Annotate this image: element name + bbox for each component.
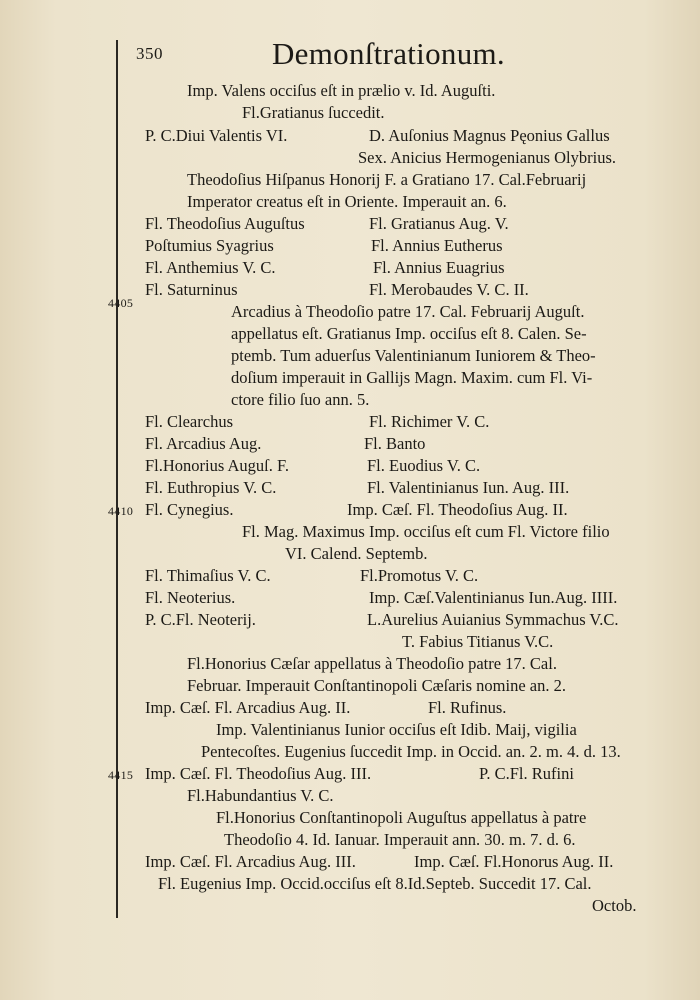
text-line: Fl. Mag. Maximus Imp. occiſus eſt cum Fl. Victore filio <box>242 522 610 541</box>
margin-rule <box>116 40 118 918</box>
text-line: Fl.Gratianus ſuccedit. <box>242 103 385 122</box>
margin-number: 4415 <box>108 768 134 782</box>
text-line: P. C.Fl. Rufini <box>479 764 574 783</box>
text-line: Fl. Annius Eutherus <box>371 236 503 255</box>
text-line: Fl. Merobaudes V. C. II. <box>369 280 529 299</box>
text-line: Imp. Cæſ. Fl. Theodoſius Aug. III. <box>145 764 372 783</box>
text-line: Fl. Banto <box>364 434 426 453</box>
text-line: doſium imperauit in Gallijs Magn. Maxim. cum Fl. Vi- <box>231 368 593 387</box>
text-line: Fl. Arcadius Aug. <box>145 434 262 453</box>
text-line: Theodoſius Hiſpanus Honorij F. a Gratiano 17. Cal.Februarij <box>187 170 587 189</box>
text-line: Fl. Theodoſius Auguſtus <box>145 214 305 233</box>
text-line: Imp. Valens occiſus eſt in prælio v. Id. Auguſti. <box>187 81 496 100</box>
text-line: Imp. Cæſ. Fl. Arcadius Aug. III. <box>145 852 356 871</box>
margin-number: 4405 <box>108 296 134 310</box>
page-number: 350 <box>136 44 163 63</box>
text-line: Pentecoſtes. Eugenius ſuccedit Imp. in Occid. an. 2. m. 4. d. 13. <box>201 742 621 761</box>
text-line: Fl. Valentinianus Iun. Aug. III. <box>367 478 570 497</box>
text-line: Fl. Saturninus <box>145 280 238 299</box>
text-line: Poſtumius Syagrius <box>145 236 274 255</box>
text-line: D. Auſonius Magnus Pęonius Gallus <box>369 126 610 145</box>
text-line: Fl. Euthropius V. C. <box>145 478 277 497</box>
running-head: Demonſtrationum. <box>272 36 505 71</box>
text-line: Fl.Habundantius V. C. <box>187 786 334 805</box>
text-line: Imp. Cæſ. Fl. Theodoſius Aug. II. <box>347 500 568 519</box>
text-line: Fl. Annius Euagrius <box>373 258 505 277</box>
margin-number: 4410 <box>108 504 134 518</box>
text-line: Fl. Euodius V. C. <box>367 456 481 475</box>
text-line: Fl.Honorius Conſtantinopoli Auguſtus appellatus à patre <box>216 808 587 827</box>
text-line: Fl. Anthemius V. C. <box>145 258 276 277</box>
text-line: Fl. Thimaſius V. C. <box>145 566 271 585</box>
text-line: Fl. Neoterius. <box>145 588 236 607</box>
text-line: Imp. Cæſ. Fl.Honorus Aug. II. <box>414 852 614 871</box>
text-line: appellatus eſt. Gratianus Imp. occiſus eſt 8. Calen. Se- <box>231 324 587 343</box>
text-line: Februar. Imperauit Conſtantinopoli Cæſaris nomine an. 2. <box>187 676 566 695</box>
text-line: Fl. Cynegius. <box>145 500 234 519</box>
text-line: ptemb. Tum aduerſus Valentinianum Iuniorem & Theo- <box>231 346 596 365</box>
text-line: Imperator creatus eſt in Oriente. Imperauit an. 6. <box>187 192 507 211</box>
text-line: Fl.Honorius Auguſ. F. <box>145 456 289 475</box>
text-line: Fl. Clearchus <box>145 412 233 431</box>
text-line: P. C.Diui Valentis VI. <box>145 126 288 145</box>
text-line: Octob. <box>592 896 637 915</box>
text-line: Fl. Gratianus Aug. V. <box>369 214 509 233</box>
text-line: Imp. Valentinianus Iunior occiſus eſt Idib. Maij, vigilia <box>216 720 577 739</box>
text-line: Arcadius à Theodoſio patre 17. Cal. Februarij Auguſt. <box>231 302 585 321</box>
text-line: Imp. Cæſ.Valentinianus Iun.Aug. IIII. <box>369 588 618 607</box>
text-line: Sex. Anicius Hermogenianus Olybrius. <box>358 148 617 167</box>
text-line: VI. Calend. Septemb. <box>285 544 428 563</box>
text-line: Fl.Honorius Cæſar appellatus à Theodoſio patre 17. Cal. <box>187 654 557 673</box>
text-line: Theodoſio 4. Id. Ianuar. Imperauit ann. 30. m. 7. d. 6. <box>224 830 576 849</box>
text-line: Fl.Promotus V. C. <box>360 566 479 585</box>
text-line: Fl. Rufinus. <box>428 698 507 717</box>
text-line: Fl. Richimer V. C. <box>369 412 490 431</box>
text-line: L.Aurelius Auianius Symmachus V.C. <box>367 610 619 629</box>
text-line: ctore filio ſuo ann. 5. <box>231 390 370 409</box>
text-line: P. C.Fl. Neoterij. <box>145 610 256 629</box>
text-line: Fl. Eugenius Imp. Occid.occiſus eſt 8.Id.Septeb. Succedit 17. Cal. <box>158 874 592 893</box>
text-line: T. Fabius Titianus V.C. <box>402 632 554 651</box>
text-line: Imp. Cæſ. Fl. Arcadius Aug. II. <box>145 698 351 717</box>
